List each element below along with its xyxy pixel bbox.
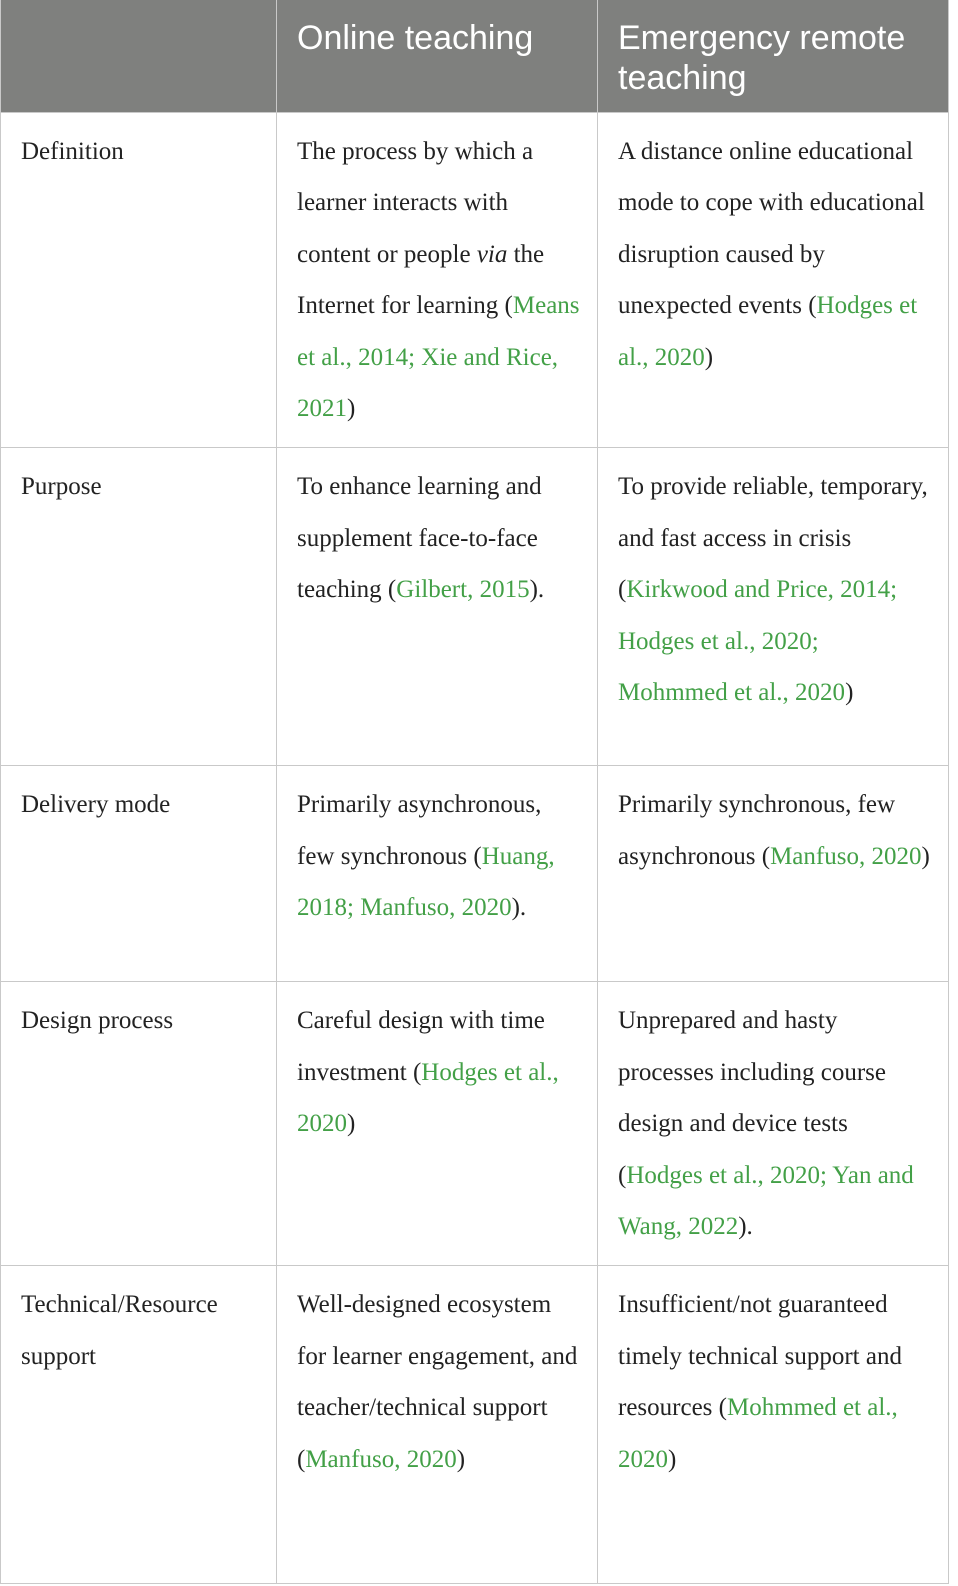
- row-label: Technical/Resource support: [1, 1266, 277, 1584]
- cell-text: To enhance learning and supplement face-to-face teaching (: [297, 473, 542, 604]
- online-cell: [277, 1266, 598, 1584]
- reference-link[interactable]: Means et al., 2014; Xie and Rice, 2021: [297, 292, 580, 423]
- cell-text: the Internet for learning (: [297, 240, 545, 320]
- reference-link[interactable]: Mohmmed et al., 2020: [618, 1394, 898, 1473]
- online-cell: [277, 982, 598, 1266]
- cell-text: ): [845, 679, 854, 707]
- cell-text: Well-designed ecosystem for learner engagement, and teacher/technical support (: [297, 1291, 578, 1473]
- row-label: Delivery mode: [1, 766, 277, 982]
- reference-link[interactable]: Hodges et al., 2020; Yan and Wang, 2022: [618, 1161, 914, 1241]
- cell-text: ): [347, 1110, 356, 1138]
- cell-text: Unprepared and hasty processes including course design and device tests (: [618, 1007, 886, 1189]
- online-cell: [277, 448, 598, 766]
- online-cell: [277, 112, 598, 448]
- cell-text: ): [921, 842, 930, 870]
- row-label: Design process: [1, 982, 277, 1266]
- reference-link[interactable]: Kirkwood and Price, 2014; Hodges et al., 2020; Mohmmed et al., 2020: [618, 576, 898, 707]
- cell-text: Careful design with time investment (: [297, 1007, 545, 1086]
- emergency-cell: [598, 1266, 949, 1584]
- cell-text: ).: [511, 894, 527, 922]
- table-row: [1, 766, 949, 982]
- cell-text: ).: [738, 1213, 753, 1241]
- row-label: Definition: [1, 112, 277, 448]
- emergency-cell: [598, 766, 949, 982]
- header-row: [1, 0, 949, 112]
- table-row: [1, 982, 949, 1266]
- emergency-cell: [598, 112, 949, 448]
- cell-text: ): [347, 395, 356, 423]
- table-row: [1, 112, 949, 448]
- reference-link[interactable]: Manfuso, 2020: [770, 842, 922, 870]
- emergency-cell: [598, 982, 949, 1266]
- reference-link[interactable]: Manfuso, 2020: [305, 1445, 457, 1473]
- cell-text: ): [668, 1445, 677, 1473]
- table-row: [1, 1266, 949, 1584]
- cell-text: ).: [529, 576, 545, 604]
- table-body: [1, 112, 949, 1584]
- reference-link[interactable]: Huang, 2018; Manfuso, 2020: [297, 842, 555, 922]
- header-emergency-remote-teaching: Emergency remote teaching: [598, 0, 949, 112]
- cell-text: ): [704, 343, 714, 371]
- cell-text: Primarily asynchronous, few synchronous (: [297, 791, 542, 870]
- cell-text: ): [456, 1445, 466, 1473]
- cell-text: A distance online educational mode to cope with educational disruption caused by unexpected events (: [618, 137, 925, 320]
- header-empty-cell: [1, 0, 277, 112]
- emergency-cell: [598, 448, 949, 766]
- cell-text: To provide reliable, temporary, and fast access in crisis (: [618, 473, 928, 604]
- table-header: [1, 0, 949, 112]
- table-row: [1, 448, 949, 766]
- italic-term: via: [476, 240, 508, 268]
- reference-link[interactable]: Hodges et al., 2020: [618, 292, 918, 371]
- cell-text: The process by which a learner interacts with content or people: [297, 137, 534, 268]
- header-online-teaching: Online teaching: [277, 0, 598, 112]
- cell-text: Insufficient/not guaranteed timely technical support and resources (: [618, 1291, 902, 1422]
- reference-link[interactable]: Gilbert, 2015: [396, 576, 530, 604]
- cell-text: Primarily synchronous, few asynchronous (: [618, 791, 896, 870]
- row-label: Purpose: [1, 448, 277, 766]
- reference-link[interactable]: Hodges et al., 2020: [297, 1058, 559, 1138]
- online-cell: [277, 766, 598, 982]
